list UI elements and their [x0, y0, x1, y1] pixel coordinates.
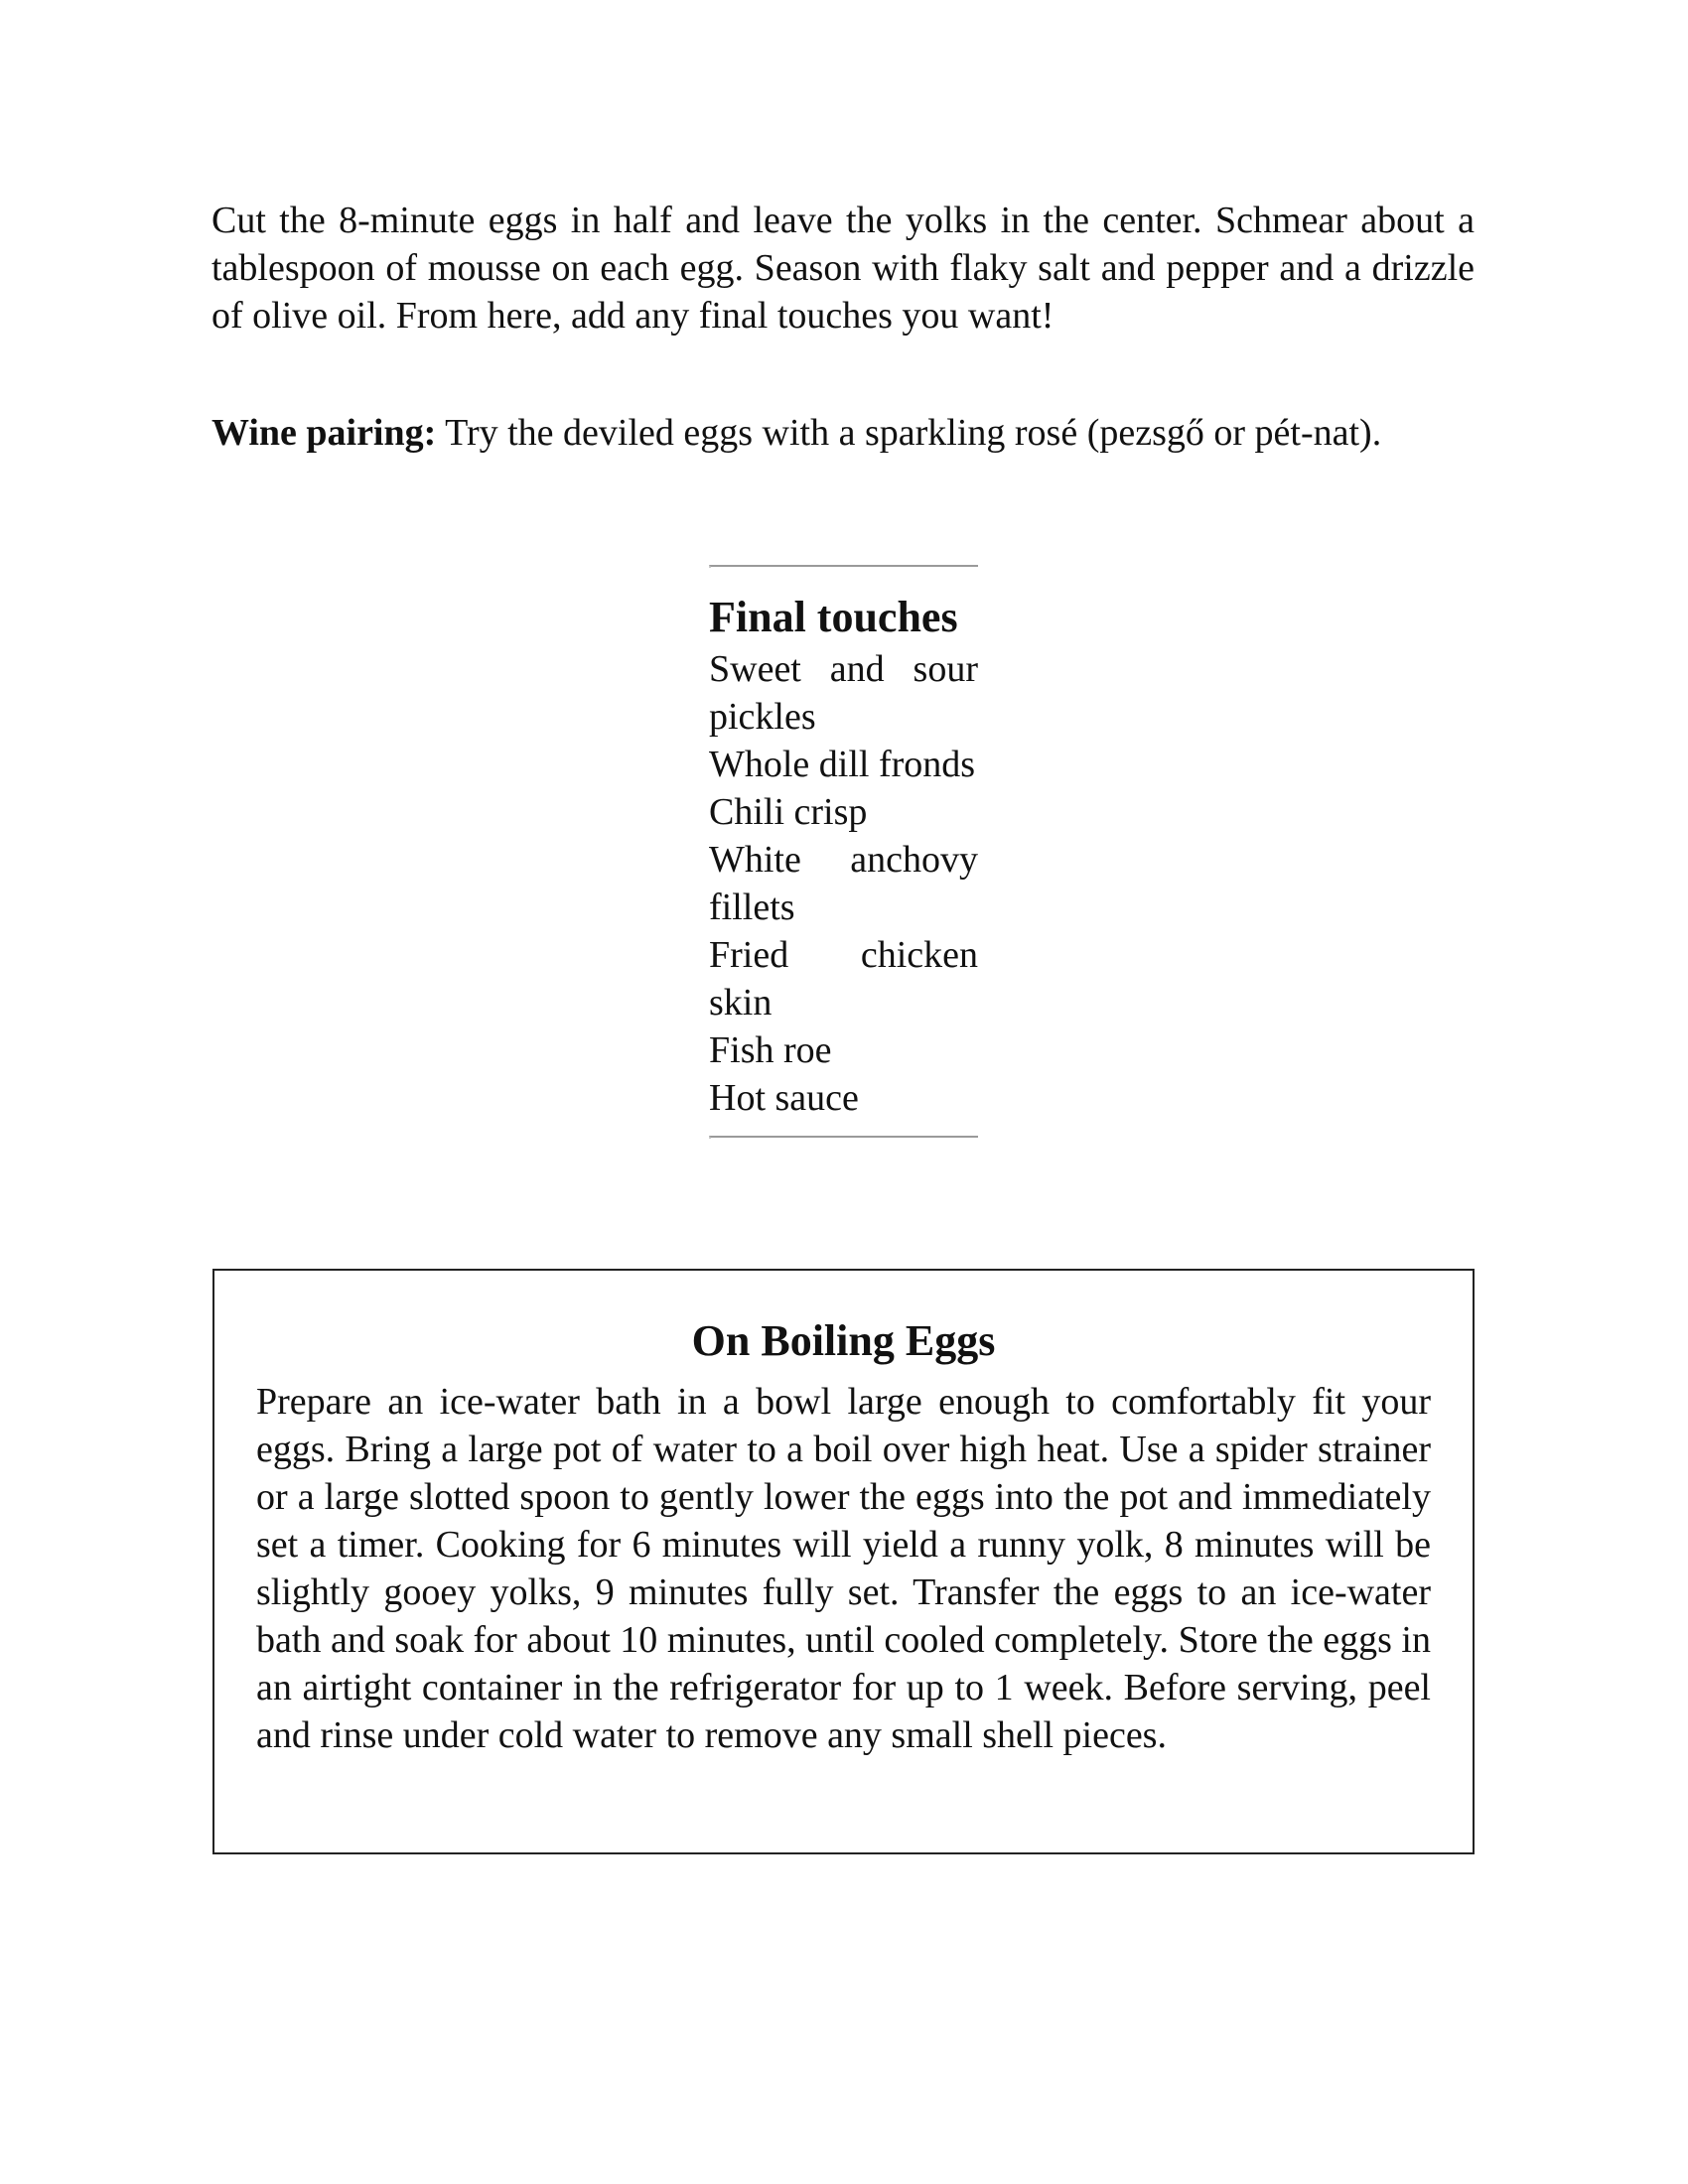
final-touches-sidebar [709, 565, 978, 1139]
wine-pairing-label: Wine pairing: [211, 412, 437, 454]
list-item: Whole dill fronds [709, 744, 976, 785]
bottom-divider [709, 1136, 978, 1139]
boiling-eggs-title: On Boiling Eggs [691, 1316, 996, 1365]
list-item: Fish roe [709, 1029, 832, 1071]
final-touches-title: Final touches [709, 593, 958, 641]
list-item: Chili crisp [709, 791, 868, 833]
wine-pairing-text: Try the deviled eggs with a sparkling rosé (pezsgő or pét-nat). [436, 412, 1382, 454]
boiling-eggs-box [212, 1269, 1475, 1854]
final-touches-list [709, 645, 978, 1122]
top-divider [709, 565, 978, 568]
list-item: Hot sauce [709, 1077, 859, 1119]
list-item: Sweet and sour pickles [709, 648, 978, 738]
list-item: White anchovy fillets [709, 839, 978, 928]
wine-pairing-paragraph [211, 409, 1475, 457]
boiling-eggs-text: Prepare an ice-water bath in a bowl large enough to comfortably fit your eggs. Bring a large pot of water to a boil over high heat. Use a spider strainer or a large slotted spoon to gently lower the eggs into the pot and immediately set a timer. Cooking for 6 minutes will yield a runny yolk, 8 minutes will be slightly gooey yolks, 9 minutes fully set. Transfer the eggs to an ice-water bath and soak for about 10 minutes, until cooled completely. Store the eggs in an airtight container in the refrigerator for up to 1 week. Before serving, peel and rinse under cold water to remove any small shell pieces. [256, 1381, 1431, 1756]
list-item: Fried chicken skin [709, 934, 978, 1024]
intro-paragraph: Cut the 8-minute eggs in half and leave the yolks in the center. Schmear about a tablespoon of mousse on each egg. Season with flaky salt and pepper and a drizzle of olive oil. From here, add any final touches you want! [211, 200, 1475, 337]
